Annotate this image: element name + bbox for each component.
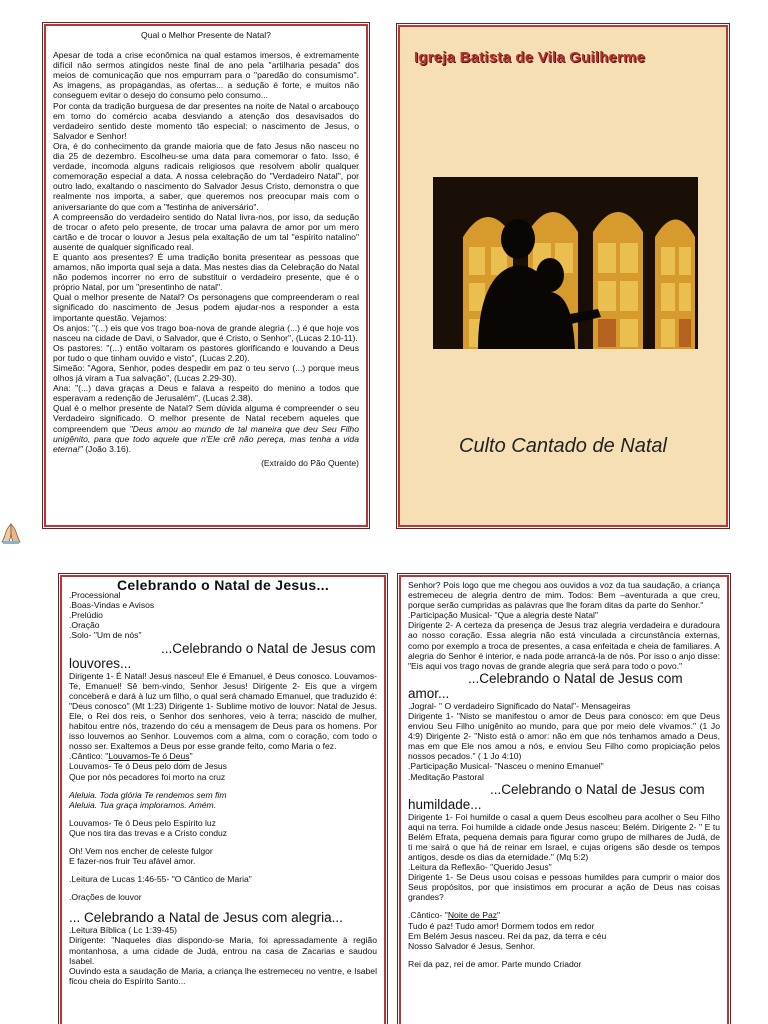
cantico-suffix: " — [497, 910, 501, 921]
continuation-panel — [399, 575, 729, 1024]
hymn-refrain-line: Aleluia. Toda glória Te rendemos sem fim — [69, 789, 227, 800]
article-paragraph: Os pastores: "(...) então voltaram os pastores glorificando e louvando a Deus por tudo o que tinham ouvido e visto", (Lucas 2.20). — [53, 342, 359, 363]
article-paragraph: E quanto aos presentes? É uma tradição bonita presentear as pessoas que amamos, não importa qual seja a data. Mas nestes dias da Celebração do Natal não podemos incorrer no erro de substituir o verdadeiro presente, que é o próprio Natal, por um "presentinho de natal". — [53, 251, 359, 293]
article-panel — [44, 24, 368, 527]
jogral-line: .Jogral- " O verdadeiro Significado do Natal"- Mensageiras — [408, 700, 631, 711]
article-paragraph: Os anjos: "(...) eis que vos trago boa-nova de grande alegria (...) é que hoje vos nasceu na cidade de Davi, o Salvador, que é Cristo, o Senhor", (Lucas 2.10-11). — [53, 322, 359, 343]
section-text: Dirigente 1- Se Deus usou coisas e pessoas humildes para cumprir o maior dos Seus propósitos, por que insistimos em procurar a ação de Deus nas coisas grandes? — [408, 872, 720, 903]
section-text-cut: Ouvindo esta a saudação de Maria, a criança lhe estremeceu no ventre, e Isabel ficou cheia do Espírito Santo... — [69, 965, 377, 986]
section-text: Dirigente 1- "Nisto se manifestou o amor de Deus para conosco: em que Deus enviou Seu Filho unigênito ao mundo, para que por meio dele vivamos." (1 Jo 4:9) Dirigente 2- "Nisto está o amor: não em que nós tenhamos amado a Deus, mas em que Ele nos amou a nós, e enviou Seu Filho como propiciação pelos nossos pecados." ( 1 Jo 4:10) — [408, 710, 720, 762]
hymn-line-cut: Rei da paz, rei de amor. Parte mundo Criador — [408, 958, 582, 969]
section-heading-amor: ...Celebrando o Natal de Jesus com amor... — [408, 670, 683, 701]
section-text: Dirigente: "Naqueles dias dispondo-se Maria, foi apressadamente à região montanhosa, a uma cidade de Judá, entrou na casa de Zacarias e saudou Isabel. — [69, 935, 377, 966]
article-title: Qual o Melhor Presente de Natal? — [141, 30, 271, 40]
article-source: (Extraído do Pão Quente) — [261, 457, 359, 468]
hymn-line: Nosso Salvador é Jesus, Senhor. — [408, 940, 536, 951]
cover-panel — [398, 25, 728, 527]
reflection-line: .Leitura da Reflexão- "Querido Jesus" — [408, 862, 552, 873]
article-paragraph: Simeão: "Agora, Senhor, podes despedir em paz o teu servo (...) porque meus olhos já viram a Tua salvação", (Lucas 2.29-30). — [53, 363, 359, 384]
conclusion-reference: (João 3.16). — [82, 443, 132, 454]
prayers-line: .Orações de louvor — [69, 892, 142, 903]
article-paragraph: A compreensão do verdadeiro sentido do Natal livra-nos, por isso, da sedução de trocar o afeto pelo presente, de trocar uma palavra de amor por um mero cartão e de trocar o louvor a Jesus pela exaltação de um tal "espírito natalino" ausente de qualquer significado real. — [53, 211, 359, 252]
program-item: .Prelúdio — [69, 610, 103, 621]
cantico-prefix: .Cântico: " — [69, 751, 109, 762]
program-panel — [60, 575, 386, 1024]
conclusion-quote: "Deus amou ao mundo de tal maneira que deu Seu Filho unigênito, para que todo aquele que n'Ele crê não pereça, mas tenha a vida eterna!" — [53, 423, 359, 454]
praying-hands-icon — [0, 522, 22, 544]
program-title: Celebrando o Natal de Jesus... — [116, 577, 330, 593]
cantico-prefix: .Cântico- " — [408, 910, 448, 921]
cantico-title: Noite de Paz — [447, 910, 498, 921]
article-paragraph: Ana: "(...) dava graças a Deus e falava a respeito do menino a todos que esperavam a redenção de Jerusalém", (Lucas 2.38). — [53, 383, 359, 404]
section-text: Dirigente 1- Foi humilde o casal a quem Deus escolheu para acolher o Seu Filho aqui na terra. Foi humilde a cidade onde Jesus nasceu: Belém. Dirigente 2- " E tu Belém Efrata, pequena demais para figurar como grupo de milhares de Judá, de ti me sairá o que há de reinar em Israel, e cujas origens são desde os tempos antigos, desde os dias da eternidade." (Mq 5:2) — [408, 811, 720, 862]
program-item: .Processional — [69, 590, 121, 601]
cantico-line — [69, 751, 377, 761]
hymn-line: Que por nós pecadores foi morto na cruz — [69, 771, 226, 782]
program-item: .Oração — [69, 620, 100, 631]
church-name: Igreja Batista de Vila Guilherme — [414, 49, 646, 66]
reading-line: .Leitura de Lucas 1:46-55- "O Cântico de Maria" — [69, 874, 252, 885]
conclusion-text: Qual é o melhor presente de Natal? Sem dúvida alguma é compreender o seu Verdadeiro significado. O melhor presente de Natal recebem aqueles que compreendem que — [53, 403, 359, 434]
article-paragraph: Por conta da tradição burguesa de dar presentes na noite de Natal o arcabouço em torno do comércio acaba desviando a atenção dos desavisados do verdadeiro sentido deste momento tão especial: o nascimento de Jesus, o Salvador e Senhor! — [53, 100, 359, 141]
hymn-line: Louvamos- Te ó Deus pelo Espírito luz — [69, 817, 216, 828]
music-line: .Participação Musical- "Que a alegria deste Natal" — [408, 610, 599, 621]
section-heading-alegria: ... Celebrando a Natal de Jesus com alegria... — [69, 910, 343, 926]
hymn-line: Oh! Vem nos encher de celeste fulgor — [69, 845, 213, 856]
section-heading-humildade: ...Celebrando o Natal de Jesus com humildade... — [408, 781, 705, 812]
meditation-line: .Meditação Pastoral — [408, 771, 484, 782]
stained-glass-silhouette-image — [433, 177, 698, 349]
cantico-line — [408, 910, 720, 920]
article-paragraph: Apesar de toda a crise econômica na qual estamos imersos, é extremamente difícil não sermos atingidos neste final de ano pela "artilharia pesada" dos meios de comunicação que nos empurram para o "paredão do consumismo". As imagens, as propagandas, as ofertas... a sedução é forte, e muitos não conseguem evitar o desejo do consumo pelo consumo... — [53, 50, 359, 101]
reading-line: .Leitura Bíblica ( Lc 1:39-45) — [69, 925, 177, 936]
section-text: Dirigente 1- É Natal! Jesus nasceu! Ele é Emanuel, é Deus conosco. Louvamos-Te, Emanuel! Sê bem-vindo, Senhor Jesus! Dirigente 2- Eis que a virgem conceberá e dará à luz um filho, o qual será chamado Emanuel, que traduzido é: "Deus conosco" (Mt 1:23) Dirigente 1- Sublime motivo de louvor: Natal de Jesus. Ele, o Rei dos reis, o Senhor dos senhores, veio à terra; nascido de mulher, habitou entre nós, trazendo do céu a mensagem de Deus para os homens. Por isso louvemos ao Senhor. Louvemos com a alma, com o coração, com todo o nosso ser. Exaltemos a Deus por esse grande feito, como Maria o fez. — [69, 670, 377, 752]
cantico-title: Louvamos-Te ó Deus — [108, 751, 190, 762]
section-heading-louvores: ...Celebrando o Natal de Jesus com louvores... — [69, 640, 376, 671]
program-item: .Solo- "Um de nós" — [69, 630, 142, 641]
hymn-refrain-line: Aleluia. Tua graça imploramos. Amém. — [69, 799, 217, 810]
music-line: .Participação Musical- "Nasceu o menino Emanuel" — [408, 761, 604, 772]
cantico-suffix: " — [189, 751, 193, 762]
program-item: .Boas-Vindas e Avisos — [69, 600, 155, 611]
event-title: Culto Cantado de Natal — [459, 435, 667, 457]
article-paragraph: Qual o melhor presente de Natal? Os personagens que compreenderam o real significado do nascimento de Jesus podem ajudar-nos a responder a esta importante questão. Vejamos: — [53, 292, 359, 323]
section-text: Senhor? Pois logo que me chegou aos ouvidos a voz da tua saudação, a criança estremeceu de alegria dentro de mim. Todos: Bem –aventurada a que creu, porque serão cumpridas as palavras que lhe foram ditas da parte do Senhor." — [408, 580, 720, 611]
article-paragraph: Ora, é do conhecimento da grande maioria que de fato Jesus não nasceu no dia 25 de dezembro. Escolheu-se uma data para comemorar o fato. Isso, é verdade, incomoda alguns radicais religiosos que resolvem abolir qualquer comemoração especial a data. A nossa celebração do "Verdadeiro Natal", por outro lado, exaltando o nascimento do Salvador Jesus Cristo, demonstra o que realmente nos importa, a saber, que queremos nos preocupar mais com o aniversariante do que com a "festinha de aniversário". — [53, 140, 359, 212]
hymn-line: Em Belém Jesus nasceu. Rei da paz, da terra e céu — [408, 930, 607, 941]
hymn-line: Tudo é paz! Tudo amor! Dormem todos em redor — [408, 920, 595, 931]
hymn-line: Louvamos- Te ó Deus pelo dom de Jesus — [69, 761, 227, 772]
hymn-line: E fazer-nos fruir Teu afável amor. — [69, 856, 196, 867]
section-text: Dirigente 2- A certeza da presença de Jesus traz alegria verdadeira e duradoura ao nosso coração. Essa alegria não está vinculada a circunstância externas, como por exemplo a troca de presentes, a casa enfeitada e cheia de familiares. A alegria do Senhor é interior, e nada pode arrancá-la de nós. Por isso o anjo disse: "Eis aqui vos trago novas de grande alegria que será para todo o povo." — [408, 620, 720, 671]
article-conclusion — [53, 403, 359, 453]
hymn-line: Que nos tira das trevas e a Cristo conduz — [69, 827, 228, 838]
